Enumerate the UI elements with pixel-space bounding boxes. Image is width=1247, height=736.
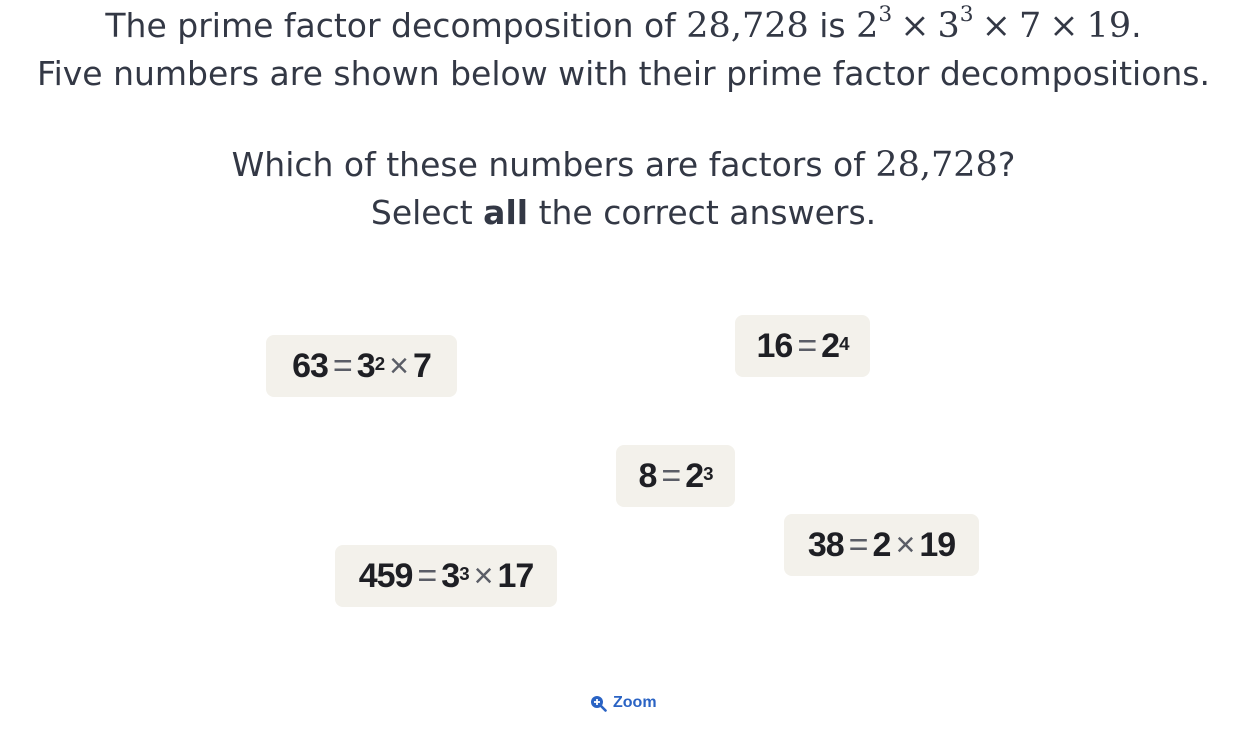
factor-base: 3 (441, 556, 460, 595)
factor-base: 19 (919, 525, 956, 564)
factor-base: 3 (356, 346, 375, 385)
factor-base-1: 2 (856, 6, 879, 46)
factor-base-2: 3 (937, 6, 960, 46)
factorization (856, 2, 1132, 46)
times-sign: × (1049, 6, 1079, 46)
times-sign: × (900, 6, 930, 46)
factor-3: 7 (1018, 6, 1042, 46)
option-number: 459 (358, 556, 413, 595)
option-card-459[interactable]: 459 = 3 $^3$ × 17 (335, 545, 557, 607)
option-number: 63 (292, 346, 328, 385)
factor-base: 2 (872, 525, 891, 564)
factor-base: 17 (497, 556, 534, 595)
equals-sign: = (661, 456, 681, 495)
instruction-prefix: Select (370, 193, 484, 232)
question-line-3 (0, 145, 1247, 185)
target-number: 28,728 (875, 145, 998, 185)
factor-exp-2: 3 (959, 2, 974, 28)
times-sign: × (981, 6, 1011, 46)
factor-4: 19 (1086, 6, 1132, 46)
option-number: 8 (638, 456, 657, 495)
option-number: 16 (756, 326, 793, 365)
option-card-16[interactable]: 16 = 2 $^4$ (735, 315, 870, 377)
equals-sign: = (417, 556, 437, 595)
zoom-label: Zoom (613, 694, 657, 711)
question-end: ? (997, 145, 1016, 184)
question-end: . (1131, 6, 1142, 45)
times-sign: × (473, 556, 493, 595)
times-sign: × (895, 525, 915, 564)
instruction-bold: all (483, 193, 529, 232)
times-sign: × (389, 346, 408, 385)
factor-base: 7 (412, 346, 431, 385)
factor-base: 2 (685, 456, 704, 495)
question-prefix: The prime factor decomposition of (105, 6, 687, 45)
zoom-in-icon (590, 695, 607, 712)
instruction-suffix: the correct answers. (528, 193, 877, 232)
question-line-1 (0, 2, 1247, 46)
equals-sign: = (797, 326, 817, 365)
question-line-2: Five numbers are shown below with their prime factor decompositions. (37, 54, 1210, 93)
factor-exp-1: 3 (878, 2, 893, 28)
option-card-8[interactable]: 8 = 2 $^3$ (616, 445, 735, 507)
option-card-63[interactable]: 63 = 3 $^2$ × 7 (266, 335, 457, 397)
equals-sign: = (332, 346, 352, 385)
question-middle: is (808, 6, 857, 45)
option-card-38[interactable] (784, 514, 979, 576)
target-number: 28,728 (686, 6, 809, 46)
zoom-button[interactable] (590, 694, 657, 712)
option-number: 38 (807, 525, 844, 564)
equals-sign: = (848, 525, 868, 564)
factor-base: 2 (821, 326, 840, 365)
instruction-line (0, 193, 1247, 233)
question-prefix: Which of these numbers are factors of (231, 145, 876, 184)
